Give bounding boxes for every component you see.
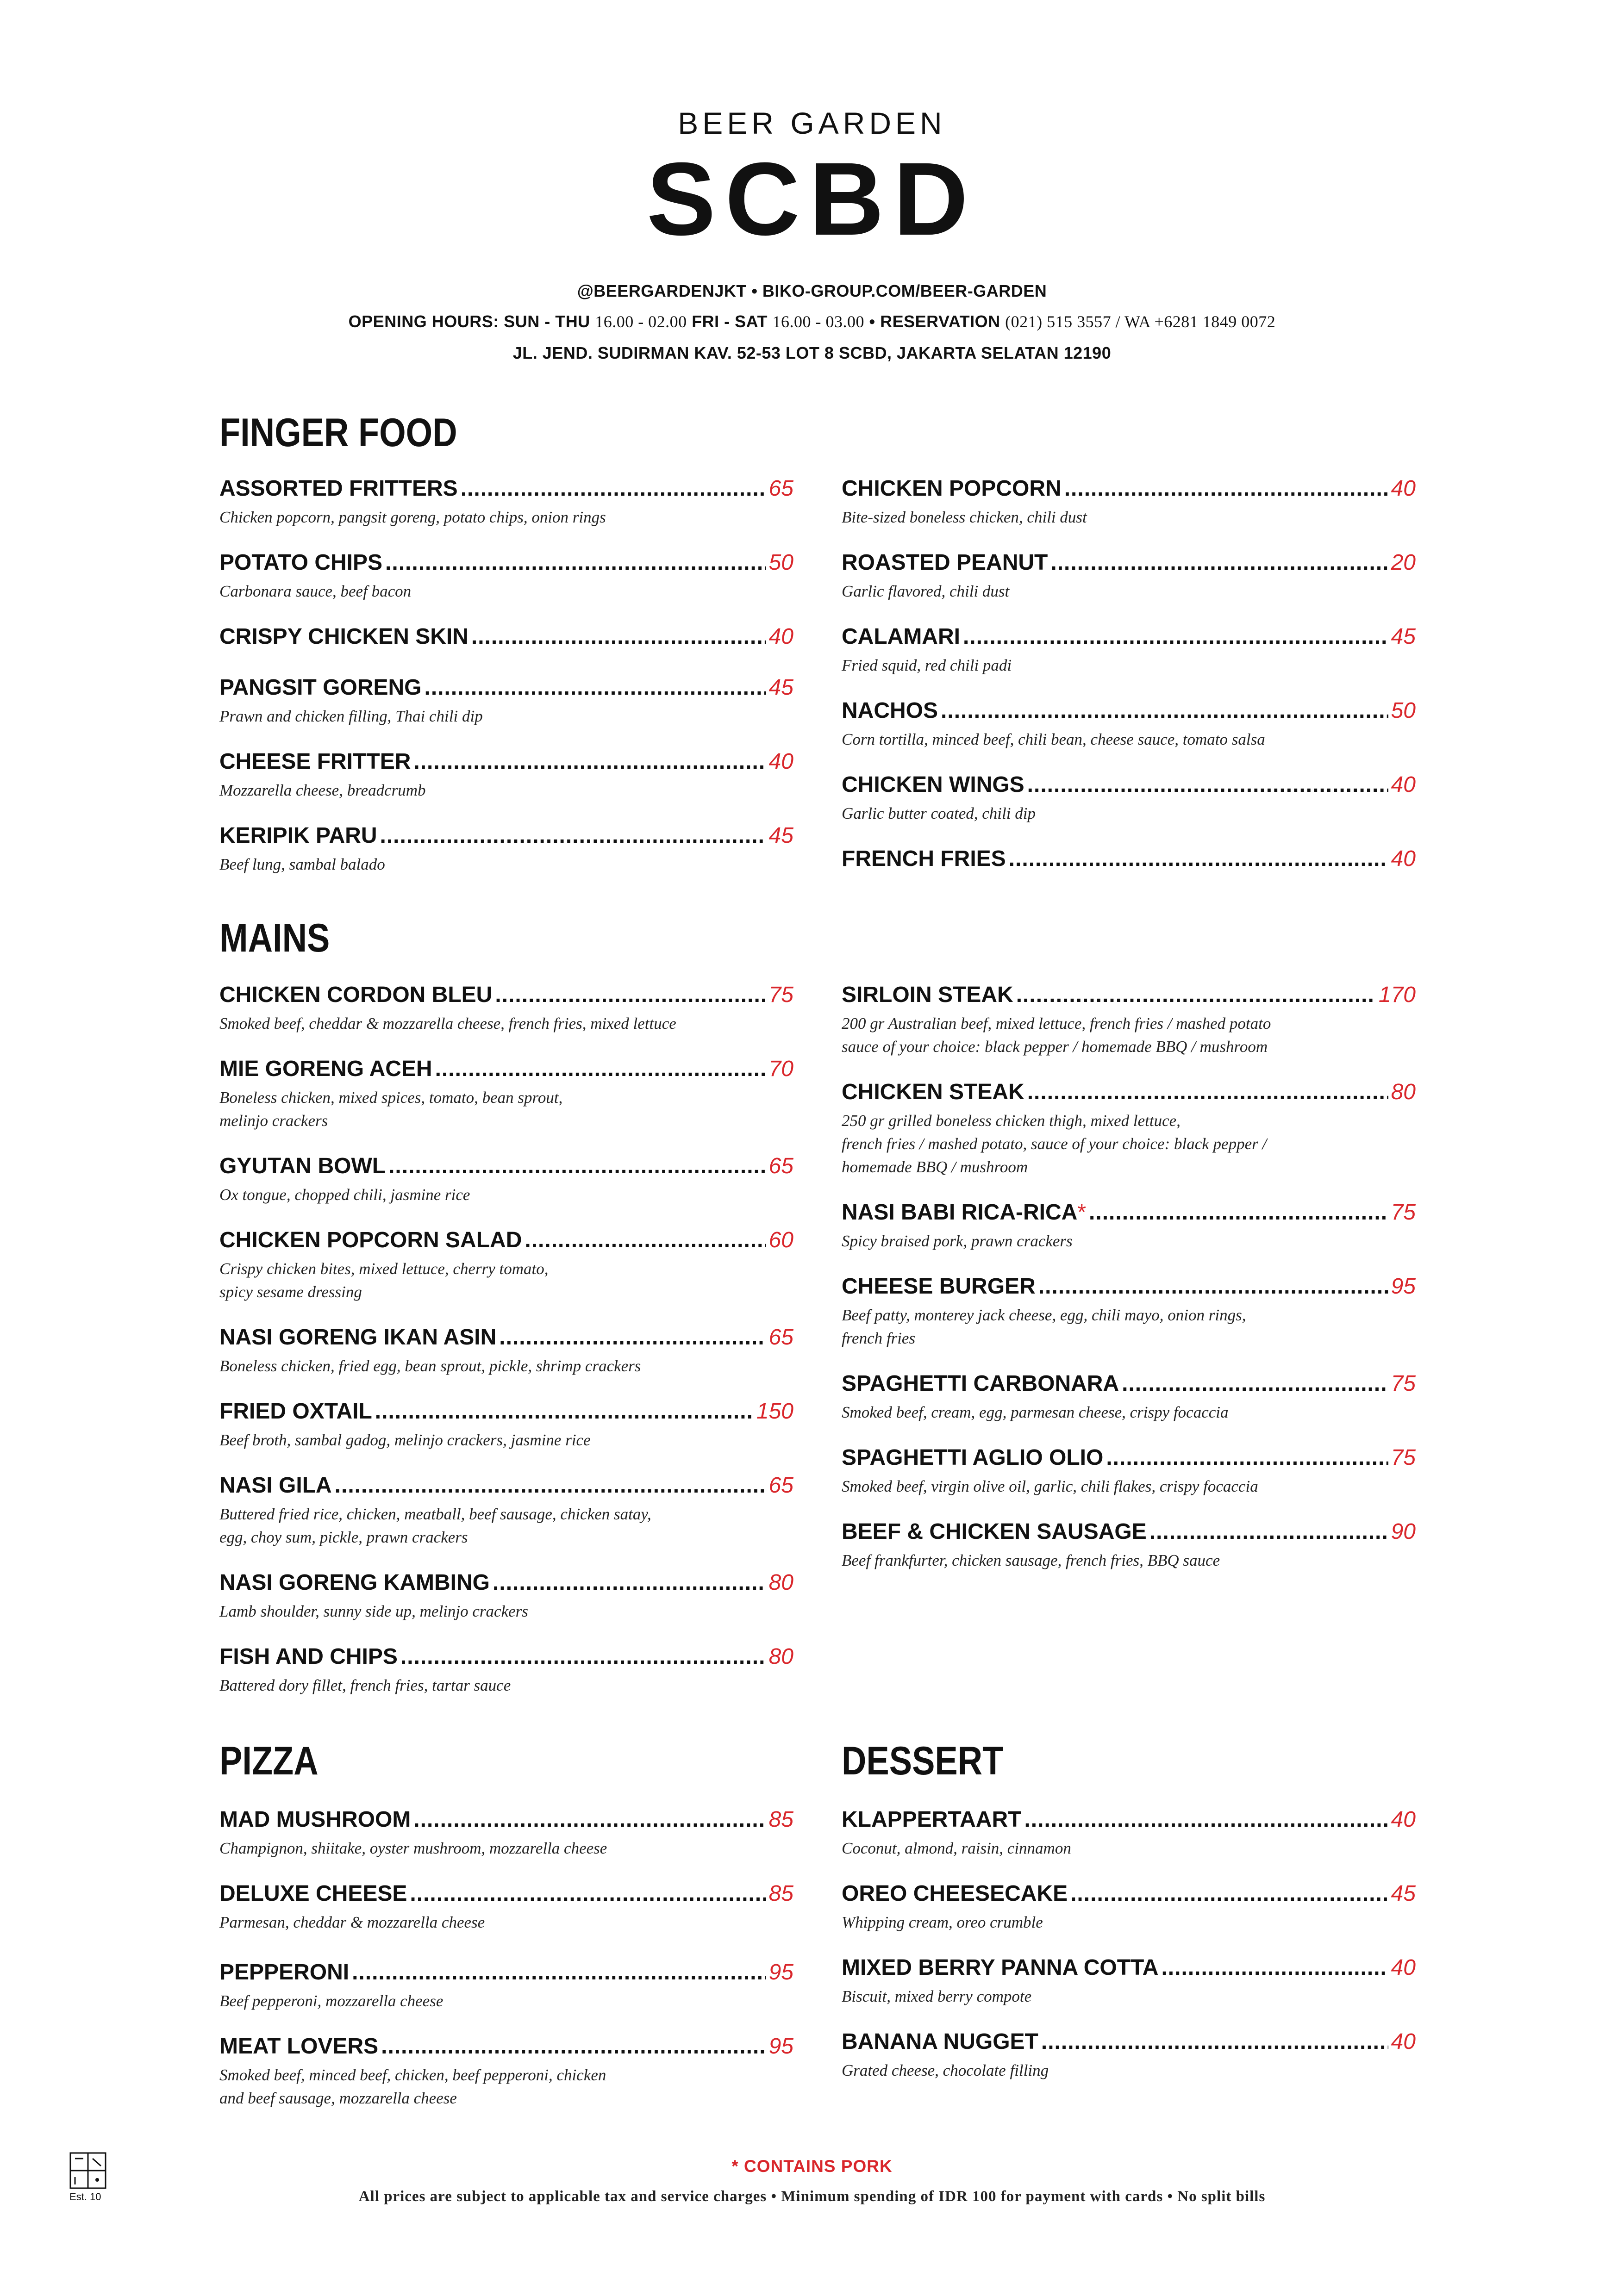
dot-leader <box>380 824 766 848</box>
menu-item-description: Boneless chicken, fried egg, bean sprout, pickle, shrimp crackers <box>219 1356 641 1375</box>
menu-item <box>842 847 1416 871</box>
menu-item-row <box>842 1446 1416 1470</box>
menu-item-price: 45 <box>768 675 793 700</box>
menu-item-name: POTATO CHIPS <box>219 550 383 575</box>
menu-item-name: FRENCH FRIES <box>842 846 1006 871</box>
page-title: SCBD <box>646 141 978 257</box>
dot-leader <box>1041 2030 1388 2054</box>
menu-item-description: Smoked beef, minced beef, chicken, beef pepperoni, chicken and beef sausage, mozzarella cheese <box>219 2066 606 2107</box>
menu-item-price: 60 <box>768 1228 793 1252</box>
menu-item <box>219 625 793 649</box>
menu-item-price: 85 <box>768 1807 793 1832</box>
menu-item-price: 50 <box>1391 698 1416 723</box>
menu-item-row <box>842 1080 1416 1105</box>
menu-item-name: ASSORTED FRITTERS <box>219 476 458 501</box>
dot-leader <box>941 699 1388 723</box>
menu-item-name: MIXED BERRY PANNA COTTA <box>842 1955 1159 1980</box>
menu-item-name: CHEESE FRITTER <box>219 749 411 774</box>
menu-item <box>842 477 1416 529</box>
menu-item-name: CHICKEN POPCORN <box>842 476 1062 501</box>
menu-item-price: 85 <box>768 1881 793 1906</box>
menu-item-price: 65 <box>768 1154 793 1178</box>
menu-item-description: Coconut, almond, raisin, cinnamon <box>842 1839 1071 1857</box>
menu-item-name: BEEF & CHICKEN SAUSAGE <box>842 1519 1147 1544</box>
menu-item-row <box>842 773 1416 797</box>
menu-item-description: Mozzarella cheese, breadcrumb <box>219 781 426 799</box>
menu-item-price: 45 <box>1391 1881 1416 1906</box>
menu-item-name: ROASTED PEANUT <box>842 550 1048 575</box>
venue-eyebrow: BEER GARDEN <box>678 106 946 140</box>
menu-item-price: 40 <box>1391 2029 1416 2054</box>
menu-item-row <box>842 2030 1416 2054</box>
menu-item <box>219 1154 793 1207</box>
menu-item-row <box>842 1520 1416 1544</box>
menu-item-price: 95 <box>768 2034 793 2059</box>
dot-leader <box>495 983 766 1008</box>
menu-item <box>842 1201 1416 1253</box>
menu-item-row <box>219 1645 793 1669</box>
menu-item <box>842 1372 1416 1424</box>
menu-item-row <box>842 699 1416 723</box>
dot-leader <box>1009 847 1388 871</box>
menu-item-description: Biscuit, mixed berry compote <box>842 1987 1032 2005</box>
menu-item-row <box>842 983 1416 1008</box>
dot-leader <box>461 477 766 501</box>
menu-item-name: CHICKEN CORDON BLEU <box>219 983 493 1007</box>
dot-leader <box>1070 1882 1388 1906</box>
menu-item-price: 75 <box>1391 1200 1416 1225</box>
menu-item-row <box>842 847 1416 871</box>
dot-leader <box>413 750 766 774</box>
menu-item <box>219 750 793 802</box>
menu-item <box>219 676 793 728</box>
menu-item-description: Champignon, shiitake, oyster mushroom, mozzarella cheese <box>219 1839 607 1857</box>
menu-item-row <box>219 1228 793 1253</box>
hours-mid-label: FRI - SAT <box>687 312 773 331</box>
dot-leader <box>1027 773 1388 797</box>
menu-item-row <box>842 1201 1416 1225</box>
menu-item-price: 150 <box>756 1399 793 1424</box>
pork-marker: * <box>1077 1200 1087 1225</box>
menu-item-name: OREO CHEESECAKE <box>842 1881 1068 1906</box>
menu-item <box>842 773 1416 825</box>
menu-item-price: 40 <box>1391 476 1416 501</box>
menu-item-row <box>842 477 1416 501</box>
menu-item-name: KLAPPERTAART <box>842 1807 1022 1832</box>
menu-item-name: MAD MUSHROOM <box>219 1807 411 1832</box>
menu-item <box>219 1057 793 1132</box>
menu-item <box>842 551 1416 603</box>
dot-leader <box>400 1645 766 1669</box>
menu-item-description: Carbonara sauce, beef bacon <box>219 582 412 600</box>
menu-item-description: Beef frankfurter, chicken sausage, french fries, BBQ sauce <box>842 1551 1220 1569</box>
menu-item-name: SPAGHETTI AGLIO OLIO <box>842 1445 1104 1470</box>
menu-item-description: 250 gr grilled boneless chicken thigh, mixed lettuce, french fries / mashed potato, sauce of your choice: black pepper / homemade BBQ / mushroom <box>842 1111 1267 1176</box>
menu-item-row <box>219 477 793 501</box>
menu-item-name: FISH AND CHIPS <box>219 1644 398 1669</box>
menu-item-name: GYUTAN BOWL <box>219 1154 386 1178</box>
menu-item <box>219 1645 793 1697</box>
menu-item-row <box>219 1571 793 1595</box>
menu-item-row <box>842 551 1416 575</box>
menu-item-name: CHICKEN WINGS <box>842 772 1024 797</box>
menu-item-description: Beef broth, sambal gadog, melinjo crackers, jasmine rice <box>219 1431 591 1449</box>
menu-item-price: 75 <box>1391 1445 1416 1470</box>
menu-item-price: 20 <box>1391 550 1416 575</box>
menu-item <box>219 1882 793 1934</box>
menu-item <box>842 1446 1416 1498</box>
pork-note: * CONTAINS PORK <box>731 2157 893 2176</box>
menu-item-price: 95 <box>1391 1274 1416 1299</box>
dot-leader <box>435 1057 766 1082</box>
dot-leader <box>1161 1956 1388 1980</box>
menu-item <box>219 824 793 876</box>
menu-item-description: Beef lung, sambal balado <box>219 855 385 873</box>
menu-item-description: Beef patty, monterey jack cheese, egg, chili mayo, onion rings, french fries <box>842 1306 1246 1347</box>
menu-item-name: NASI GORENG KAMBING <box>219 1570 490 1595</box>
dot-leader <box>493 1571 766 1595</box>
menu-item <box>842 1520 1416 1572</box>
menu-item-price: 40 <box>1391 1955 1416 1980</box>
menu-item-price: 40 <box>768 624 793 649</box>
hours-label: OPENING HOURS: SUN - THU <box>348 312 595 331</box>
menu-item-row <box>842 1808 1416 1832</box>
menu-item <box>842 2030 1416 2082</box>
menu-item-row <box>842 625 1416 649</box>
menu-item-row <box>219 1057 793 1082</box>
dot-leader <box>1064 477 1388 501</box>
menu-item-price: 65 <box>768 476 793 501</box>
menu-item-name: MEAT LOVERS <box>219 2034 379 2059</box>
menu-item-price: 40 <box>768 749 793 774</box>
terms-note: All prices are subject to applicable tax and service charges • Minimum spending of IDR 100 for payment with cards • No split bills <box>358 2188 1266 2205</box>
menu-item-name: FRIED OXTAIL <box>219 1399 372 1424</box>
dot-leader <box>1038 1275 1388 1299</box>
menu-item-price: 80 <box>768 1644 793 1669</box>
menu-item-description: Lamb shoulder, sunny side up, melinjo crackers <box>219 1602 528 1620</box>
dot-leader <box>499 1325 766 1350</box>
menu-item-name: NACHOS <box>842 698 938 723</box>
menu-item-row <box>219 625 793 649</box>
menu-item-row <box>219 676 793 700</box>
dot-leader <box>1106 1446 1388 1470</box>
menu-item-price: 80 <box>1391 1080 1416 1104</box>
menu-item <box>219 2035 793 2110</box>
menu-item-row <box>219 824 793 848</box>
menu-item <box>219 1228 793 1304</box>
menu-item-description: 200 gr Australian beef, mixed lettuce, french fries / mashed potato sauce of your choice: black pepper / homemade BBQ / mushroom <box>842 1014 1271 1056</box>
menu-item-description: Spicy braised pork, prawn crackers <box>842 1232 1073 1250</box>
dot-leader <box>1016 983 1376 1008</box>
menu-item-description: Smoked beef, cream, egg, parmesan cheese, crispy focaccia <box>842 1403 1229 1421</box>
menu-item-row <box>219 750 793 774</box>
dot-leader <box>1027 1080 1388 1105</box>
menu-item-name: MIE GORENG ACEH <box>219 1057 432 1081</box>
menu-item <box>219 477 793 529</box>
menu-item-price: 95 <box>768 1960 793 1985</box>
menu-item-row <box>842 1956 1416 1980</box>
menu-item-name: CRISPY CHICKEN SKIN <box>219 624 468 649</box>
dot-leader <box>410 1882 766 1906</box>
menu-item-price: 40 <box>1391 1807 1416 1832</box>
menu-item <box>219 1400 793 1452</box>
menu-item-name: SIRLOIN STEAK <box>842 983 1013 1007</box>
menu-item-row <box>219 551 793 575</box>
section-title-pizza: PIZZA <box>219 1739 319 1783</box>
menu-item-name: NASI GORENG IKAN ASIN <box>219 1325 497 1350</box>
dot-leader <box>335 1474 766 1498</box>
address-line: JL. JEND. SUDIRMAN KAV. 52-53 LOT 8 SCBD, JAKARTA SELATAN 12190 <box>512 343 1112 362</box>
dot-leader <box>385 551 766 575</box>
dot-leader <box>1089 1201 1388 1225</box>
menu-item-name: BANANA NUGGET <box>842 2029 1038 2054</box>
menu-item <box>842 1956 1416 2008</box>
menu-item-description: Beef pepperoni, mozzarella cheese <box>219 1991 443 2010</box>
menu-item-name: NASI BABI RICA-RICA <box>842 1200 1078 1225</box>
menu-item <box>842 1808 1416 1860</box>
menu-item-description: Smoked beef, cheddar & mozzarella cheese, french fries, mixed lettuce <box>219 1014 676 1033</box>
menu-item-row <box>219 983 793 1008</box>
menu-item-row <box>842 1882 1416 1906</box>
menu-item-description: Battered dory fillet, french fries, tartar sauce <box>219 1676 511 1694</box>
section-title-dessert: DESSERT <box>842 1739 1004 1783</box>
dot-leader <box>963 625 1388 649</box>
menu-item-description: Corn tortilla, minced beef, chili bean, cheese sauce, tomato salsa <box>842 730 1265 748</box>
menu-item-row <box>219 1400 793 1424</box>
menu-item-row <box>219 1154 793 1179</box>
menu-item-description: Bite-sized boneless chicken, chili dust <box>842 508 1087 526</box>
dot-leader <box>352 1960 766 1985</box>
menu-item-row <box>219 1808 793 1832</box>
menu-item-name: SPAGHETTI CARBONARA <box>842 1371 1119 1396</box>
menu-item-row <box>219 1474 793 1498</box>
menu-item-description: Prawn and chicken filling, Thai chili dip <box>219 707 483 725</box>
menu-item <box>842 1882 1416 1934</box>
menu-item-price: 75 <box>768 983 793 1007</box>
menu-item-description: Whipping cream, oreo crumble <box>842 1913 1043 1931</box>
menu-item-description: Crispy chicken bites, mixed lettuce, cherry tomato, spicy sesame dressing <box>219 1259 549 1301</box>
menu-item <box>219 1474 793 1549</box>
menu-item <box>842 1080 1416 1179</box>
dot-leader <box>525 1228 766 1253</box>
hours-weekday: 16.00 - 02.00 <box>595 312 687 331</box>
menu-item <box>219 1808 793 1860</box>
menu-item <box>842 1275 1416 1350</box>
menu-item-price: 65 <box>768 1325 793 1350</box>
section-title-mains: MAINS <box>219 916 330 960</box>
menu-item-name: CHICKEN POPCORN SALAD <box>219 1228 522 1252</box>
menu-item-row <box>219 2035 793 2059</box>
menu-item-description: Boneless chicken, mixed spices, tomato, bean sprout, melinjo crackers <box>219 1088 563 1130</box>
menu-item-price: 65 <box>768 1473 793 1498</box>
menu-item-name: PEPPERONI <box>219 1960 350 1985</box>
menu-item-price: 90 <box>1391 1519 1416 1544</box>
menu-item-name: CHICKEN STEAK <box>842 1080 1024 1104</box>
dot-leader <box>1122 1372 1388 1396</box>
section-title-finger-food: FINGER FOOD <box>219 411 457 455</box>
menu-item <box>219 1960 793 2013</box>
menu-item-description: Chicken popcorn, pangsit goreng, potato chips, onion rings <box>219 508 606 526</box>
dot-leader <box>424 676 766 700</box>
menu-item-description: Parmesan, cheddar & mozzarella cheese <box>219 1913 485 1931</box>
reservation-label: • RESERVATION <box>864 312 1006 331</box>
menu-item-description: Garlic butter coated, chili dip <box>842 804 1036 822</box>
menu-item-price: 70 <box>768 1057 793 1081</box>
menu-item-row <box>219 1325 793 1350</box>
dot-leader <box>1050 551 1388 575</box>
menu-item <box>219 983 793 1035</box>
menu-item-name: DELUXE CHEESE <box>219 1881 407 1906</box>
menu-item <box>219 551 793 603</box>
menu-item-price: 80 <box>768 1570 793 1595</box>
dot-leader <box>375 1400 754 1424</box>
menu-item-row <box>842 1372 1416 1396</box>
menu-item-name: KERIPIK PARU <box>219 823 377 848</box>
dot-leader <box>471 625 766 649</box>
menu-item-price: 40 <box>1391 772 1416 797</box>
menu-item-row <box>219 1882 793 1906</box>
dot-leader <box>388 1154 766 1179</box>
menu-item-description: Buttered fried rice, chicken, meatball, beef sausage, chicken satay, egg, choy sum, pickle, prawn crackers <box>219 1505 651 1546</box>
menu-item-description: Smoked beef, virgin olive oil, garlic, chili flakes, crispy focaccia <box>842 1477 1258 1495</box>
menu-item-description: Garlic flavored, chili dust <box>842 582 1010 600</box>
reservation-contact: (021) 515 3557 / WA +6281 1849 0072 <box>1005 312 1276 331</box>
hours-line <box>0 312 1624 331</box>
hours-weekend: 16.00 - 03.00 <box>772 312 865 331</box>
logo-text: Est. 10 <box>69 2191 101 2203</box>
social-line: @BEERGARDENJKT • BIKO-GROUP.COM/BEER-GARDEN <box>577 281 1047 300</box>
menu-item-description: Fried squid, red chili padi <box>842 656 1012 674</box>
menu-item-price: 45 <box>768 823 793 848</box>
menu-item <box>219 1571 793 1623</box>
menu-item-price: 45 <box>1391 624 1416 649</box>
menu-item <box>842 983 1416 1058</box>
dot-leader <box>413 1808 766 1832</box>
menu-item-description: Grated cheese, chocolate filling <box>842 2061 1049 2079</box>
menu-item <box>842 699 1416 751</box>
menu-item-name: CHEESE BURGER <box>842 1274 1036 1299</box>
menu-item-price: 170 <box>1378 983 1416 1007</box>
menu-item-name: CALAMARI <box>842 624 960 649</box>
menu-item-name: PANGSIT GORENG <box>219 675 422 700</box>
menu-item-description: Ox tongue, chopped chili, jasmine rice <box>219 1185 470 1204</box>
dot-leader <box>381 2035 766 2059</box>
menu-item-price: 75 <box>1391 1371 1416 1396</box>
dot-leader <box>1024 1808 1388 1832</box>
dot-leader <box>1149 1520 1388 1544</box>
menu-item-row <box>219 1960 793 1985</box>
menu-item <box>219 1325 793 1378</box>
menu-item-row <box>842 1275 1416 1299</box>
menu-item-price: 50 <box>768 550 793 575</box>
menu-item <box>842 625 1416 677</box>
menu-item-name: NASI GILA <box>219 1473 332 1498</box>
menu-item-price: 40 <box>1391 846 1416 871</box>
